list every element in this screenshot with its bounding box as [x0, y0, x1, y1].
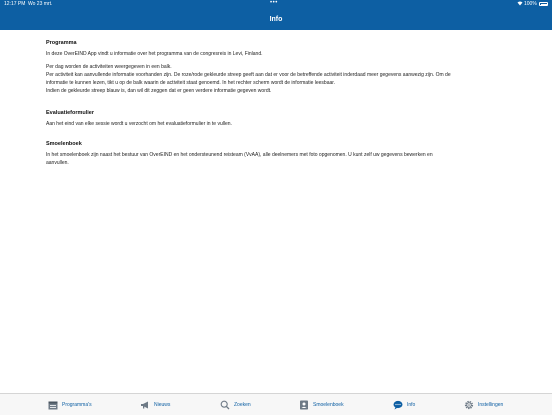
tab-instellingen[interactable] — [464, 394, 503, 415]
tab-label: Instellingen — [478, 401, 504, 408]
search-icon — [220, 400, 230, 410]
section-smoelenboek — [46, 141, 516, 167]
status-bar — [0, 0, 552, 9]
paragraph-intro: In deze OverEIND App vindt u informatie over het programma van de congresreis in Levi, Finland. — [46, 51, 263, 57]
paragraph-line: Per dag worden de activiteiten weergegeven in een balk. — [46, 64, 172, 71]
paragraph-line: aanvullen. — [46, 160, 69, 167]
wifi-icon — [517, 1, 523, 6]
tab-label: Zoeken — [234, 401, 251, 408]
info-content — [0, 30, 552, 393]
chat-bubble-icon — [393, 400, 403, 410]
paragraph-line: Indien de gekleurde streep blauw is, dan wil dit zeggen dat er geen verdere informatie gegeven wordt. — [46, 88, 272, 95]
megaphone-icon — [140, 400, 150, 410]
section-heading-evaluatie: Evaluatieformulier — [46, 110, 94, 116]
tab-label: Programma's — [62, 401, 92, 408]
status-time: 12:17 PM — [4, 1, 26, 7]
tab-programmas[interactable] — [48, 394, 92, 415]
contact-card-icon — [299, 400, 309, 410]
calendar-icon — [48, 400, 58, 410]
gear-icon — [464, 400, 474, 410]
paragraph-evaluatie: Aan het eind van elke sessie wordt u verzocht om het evaluatieformulier in te vullen. — [46, 121, 232, 127]
tab-label: Nieuws — [154, 401, 171, 408]
tab-label: Smoelenboek — [313, 401, 344, 408]
tab-label: Info — [407, 401, 416, 408]
tab-nieuws[interactable] — [140, 394, 170, 415]
paragraph-line: Per activiteit kan aanvullende informatie voorhanden zijn. De roze/rode gekleurde streep geeft aan dat er voor de betreffende activiteit inderdaad meer gegevens aanwezig zijn. Om de — [46, 72, 451, 79]
section-heading-smoelenboek: Smoelenboek — [46, 141, 82, 147]
section-programma — [46, 40, 516, 95]
section-evaluatie — [46, 110, 516, 128]
page-title: Info — [269, 16, 283, 23]
section-heading-programma: Programma — [46, 40, 77, 46]
multitasking-dots-icon[interactable]: ••• — [270, 0, 278, 6]
navigation-bar — [0, 9, 552, 30]
battery-icon — [539, 2, 548, 6]
battery-percentage: 100% — [524, 1, 537, 7]
tab-zoeken[interactable] — [220, 394, 251, 415]
tab-bar — [0, 393, 552, 415]
paragraph-line: In het smoelenboek zijn naast het bestuur van OverEIND en het ondersteunend reisteam (VvAA), alle deelnemers met foto opgenomen. U kunt zelf uw gegevens bewerken en — [46, 152, 433, 158]
tab-info[interactable] — [393, 394, 415, 415]
tab-smoelenboek[interactable] — [299, 394, 344, 415]
paragraph-line: informatie te kunnen lezen, tikt u op de balk waarin de activiteit staat genoemd. In het rechter scherm wordt de informatie leesbaar. — [46, 80, 336, 87]
status-date: Wo 23 mrt. — [28, 1, 53, 7]
